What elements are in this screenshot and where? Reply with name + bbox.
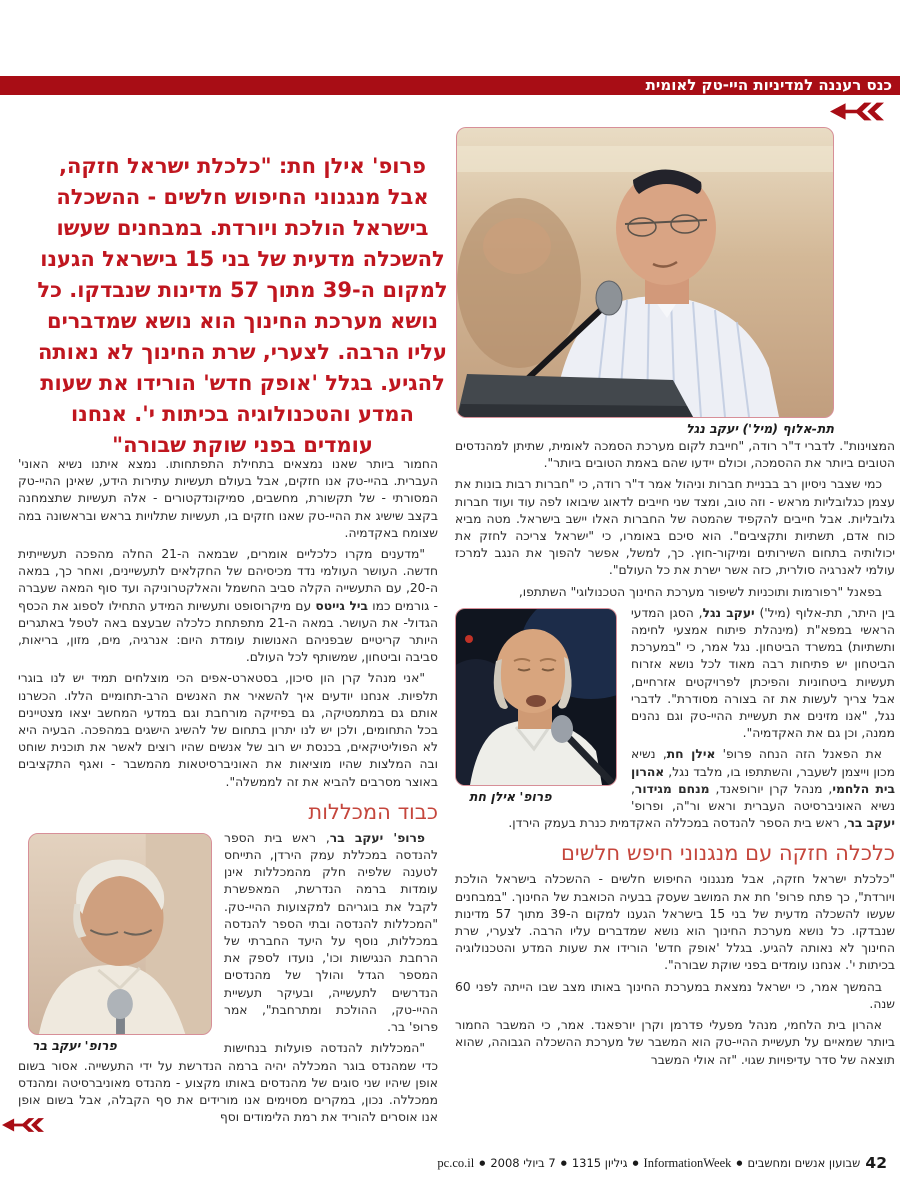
footer-item: pc.co.il	[437, 1156, 475, 1170]
paragraph: המצוינות". לדברי ד"ר רודה, "חייבת לקום מערכת הסמכה לאומית, שתיתן למהנדסים הטובים ביותר את ההסמכה, וכולם יידעו שהם באמת הטובים ביותר".	[455, 439, 895, 471]
paragraph: בין היתר, תת-אלוף (מיל') יעקב נגל, הסגן המדעי הראשי במפא"ת (מינהלת פיתוח אמצעי לחימה ותשתיות) במשרד הביטחון. נגל אמר, כי "במערכת הביטחון יש פתיחות רבה מאוד לכל נושא אזרוח תעשיות ביטחוניות והפיכתן לפרויקטים אזרחיים, אבל צריך לעשות את זה בצורה מסודרת". לדברי נגל, "אנו מזינים את תעשיית ההיי-טק וגם נהנים ממנה, וכן גם את האקדמיה".	[631, 605, 895, 741]
paragraph: בפאנל "רפורמות ותוכניות לשיפור מערכת החינוך הטכנולוגי" השתתפו,	[518, 584, 882, 599]
photo-image	[456, 127, 834, 418]
paragraph: בהמשך אמר, כי ישראל נמצאת במערכת החינוך באותו מצב שבו הייתה לפני 60 שנה.	[455, 979, 895, 1011]
page-number: 42	[865, 1154, 887, 1172]
section-title: כנס רעננה למדיניות היי-טק לאומית	[645, 76, 892, 94]
section-heading: כלכלה חזקה עם מנגנוני חיפש חלשים	[560, 841, 895, 866]
footer-item: גיליון 1315	[571, 1156, 628, 1170]
footer-item: שבועון אנשים ומחשבים	[747, 1156, 861, 1170]
separator-dot: ●	[736, 1159, 743, 1167]
continuation-arrow-icon	[830, 100, 884, 123]
paragraph: כמי שצבר ניסיון רב בבניית חברות וניהול אמר ד"ר רודה, כי "חברות רבות בונות את עצמן כגלובליות מראש - וזה טוב, ומצד שני חייבים לדאוג שיבואו לפה עוד ועוד חברות גלובליות. אבל חייבים להקפיד שהמטה של החברות האלו יישב בישראל. מטה מביא כוח אדם, תשתיות ותקציבים". הוא סיכם באומרו, כי "ישראל צריכה לחזק את יכולותיה בתחום השירותים ומיקור-חוץ. כך, למשל, אפשר להפוך את הנגב למרכז עולמי לאנרגיה סולרית, כזה אשר ישרת את כל העולם".	[455, 477, 895, 578]
photo-caption: תת-אלוף (מיל') יעקב נגל	[686, 421, 834, 436]
footer-publication-info	[437, 1152, 860, 1171]
paragraph: "מדענים מקרו כלכליים אומרים, שבמאה ה-21 החלה מהפכה תעשייתית חדשה. העושר העולמי נדד מכיסיהם של החקלאים לתעשיינים, ואחר כך, במאה ה-20, עם התעשייה הקלה סביב החשמל והאלקטרוניקה ועד סוף המאה שעברה - גורמים כמו ביל גייטס עם מיקרוסופט ותעשיות המידע התחילו לספוג את הכסף הגדול- את העושר. במאה ה-21 מתפתחת כלכלה שבעצם באה לטפל באתגרים היותר קריטיים שבפניהם האנושות עומדת היום: אנרגיה, מים, מזון, בריאות, סביבה וביטחון, שמשותף לכל העולם.	[18, 547, 438, 665]
section-header-bar	[0, 76, 900, 95]
paragraph: החמור ביותר שאנו נמצאים בתחילת התפתחותו. נמצא איתנו נשיא האוני' העברית. בהיי-טק אנו חזקים, אבל בעולם תעשיות עתירות הידע, שאינן ההיי-טק המסורתי - של תקשורת, מחשבים, סמיקונדקטורים - אלה תעשיות שתצמחנה בקצב שישיג את ההיי-טק שאנו חזקים בו, תעשיות שתלויות בראש ובראשונה במה שצומח באקדמיה.	[18, 457, 438, 540]
article-column-right	[455, 438, 895, 1073]
paragraph: "אני מנהל קרן הון סיכון, בסטארט-אפים הכי מוצלחים תמיד יש לנו בוגרי תלפיות. אנחנו יודעים איך להשאיר את האנשים הרב-תחומיים הללו. הכשרנו אותם גם במתמטיקה, גם בפיזיקה מורחבת וגם במדעי המחשב יצאו מצטיינים בכל התחומים, ולכן יש לנו יתרון בתחום של להשיג הישגים במהפכה. הבעיה היא לא הפוליטיקאים, בכנסת יש רוב של אנשים שהיו רוצים לאשר את תוכנית שוחט ובה המלצות שהיו מוציאות את האוניברסיטאות מהמשבר - ואגף התקציבים באוצר מסרבים להביא את זה לממשלה".	[18, 671, 438, 789]
photo-ilan-chet	[455, 608, 617, 804]
photo-image	[28, 833, 212, 1035]
separator-dot: ●	[479, 1159, 486, 1167]
paragraph: "המכללות להנדסה פועלות בנחישות כדי שמהנדס בוגר המכללה יהיה ברמה הנדרשת על ידי התעשייה. אסור בשום אופן שיהיו שני סוגים של מהנדסים באותו מקצוע - מהנדס מאוניברסיטה ומהנדס ממכללה. נכון, במקרים מסוימים אנו מורידים את סף הקבלה, אבל בשום אופן אנו אוסרים להוריד את רמת הלימודים וסף	[18, 1041, 438, 1125]
separator-dot: ●	[560, 1159, 567, 1167]
footer-item: 7 ביולי 2008	[490, 1156, 556, 1170]
speaker-photo-illustration	[456, 609, 616, 785]
paragraph: פרופ' יעקב בר, ראש בית הספר להנדסה במכללת עמק הירדן, התייחס לטענה שלפיה חלק מהמכללות אינן עומדות ברמה הנדרשת, המאפשרת לקבל את בוגריהם למקצועות ההיי-טק. "המכללות להנדסה ובתי הספר להנדסה במכללות, נוסף על היעד החברתי של הרחבת הנגישות וכו', נועדו לספק את המספר הגדל והולך של מהנדסים הנדרשים לתעשייה, ובעיקר תעשיית ההיי-טק, ההולכת ומתרחבת", אמר פרופ' בר.	[224, 830, 438, 1035]
footer-item: InformationWeek	[643, 1156, 732, 1170]
page-footer	[437, 1152, 895, 1172]
photo-yaakov-nagel	[456, 127, 834, 436]
photo-yaakov-bar	[28, 833, 212, 1053]
column-blocks	[18, 456, 438, 825]
paragraph: "כלכלת ישראל חזקה, אבל מנגנוני החיפוש חלשים - ההשכלה בישראל הולכת ויורדת", כך פתח פרופ' חת את המושב שעסק בבעיה הכואבת של החינוך. "במבחנים שעשו להשכלה מדעית של בני 15 בישראל הגענו למקום ה-39 מתוך 57 מדינות שנבדקו. כל נושא מערכת החינוך הוא נושא שמדברים עליו הרבה. לצערי, שרת החינוך לא נאותה להגיע. בגלל 'אופק חדש' הורידו את שעות המדע והטכנולוגיה בכיתות י'. אנחנו עומדים בפני שוקת שבורה".	[455, 872, 895, 973]
paragraph: אהרון בית הלחמי, מנהל מפעלי פדרמן וקרן יורפאנד. אמר, כי המשבר החמור ביותר שמאיים על תעשיית ההיי-טק הוא המשבר של מערכת ההשכלה הגבוהה, שהוא תוצאה של סדר עדיפויות שגוי. "זה אולי המשבר	[455, 1018, 895, 1067]
column-blocks	[455, 438, 895, 601]
photo-caption: פרופ' יעקב בר	[32, 1037, 117, 1053]
continuation-arrow-icon	[2, 1114, 44, 1136]
separator-dot: ●	[632, 1159, 639, 1167]
article-column-left	[18, 456, 438, 1130]
pull-quote: פרופ' אילן חת: "כלכלת ישראל חזקה, אבל מנגנוני החיפוש חלשים - ההשכלה בישראל הולכת ויורדת. במבחנים שעשו להשכלה מדעית של בני 15 בישראל הגענו למקום ה-39 מתוך 57 מדינות שנבדקו. כל נושא מערכת החינוך הוא נושא שמדברים עליו הרבה. לצערי, שרת החינוך לא נאותה להגיע. בגלל 'אופק חדש' הורידו את שעות המדע והטכנולוגיה בכיתות י'. אנחנו עומדים בפני שוקת שבורה"	[37, 154, 448, 457]
section-heading: כבוד המכללות	[308, 799, 438, 824]
speaker-photo-illustration	[457, 128, 833, 417]
photo-caption: פרופ' אילן חת	[469, 788, 552, 804]
speaker-photo-illustration	[29, 834, 211, 1034]
paragraph: את הפאנל הזה הנחה פרופ' אילן חת, נשיא מכון וייצמן לשעבר, והשתתפו בו, מלבד נגל, אהרון בית הלחמי, מנהל קרן יורופאנד, מנחם מגידור, נשיא האוניברסיטה העברית וראש ור"ה, ופרופ' יעקב בר, ראש בית הספר להנדסה במכללה האקדמית כנרת בעמק הירדן.	[508, 747, 895, 831]
photo-image	[455, 608, 617, 786]
